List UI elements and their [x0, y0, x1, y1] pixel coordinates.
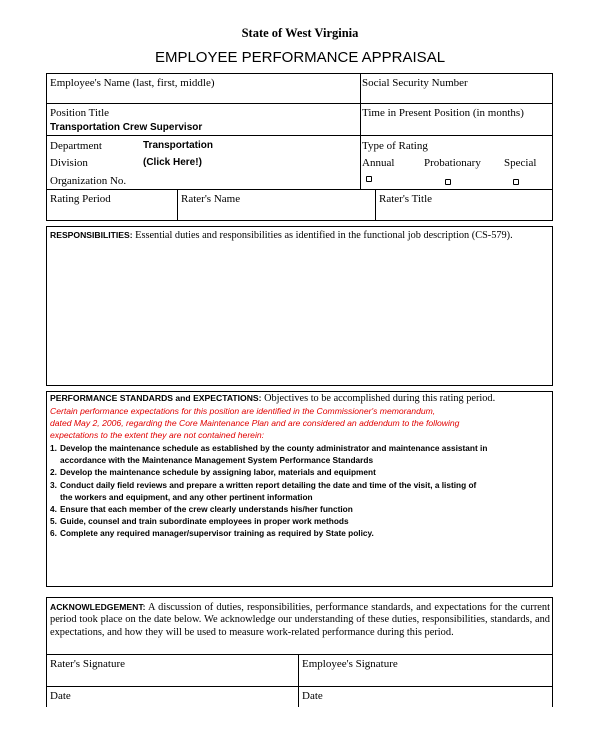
- state-title: State of West Virginia: [241, 26, 359, 40]
- position-title-field[interactable]: Transportation Crew Supervisor: [50, 122, 203, 133]
- probationary-checkbox[interactable]: [445, 179, 451, 185]
- list-item: 1. Develop the maintenance schedule as established by the county administrator and maintenance assistant in: [50, 443, 488, 453]
- employees-signature-label: Employee's Signature: [302, 658, 398, 670]
- list-item: 3. Conduct daily field reviews and prepare a written report detailing the date and time of the visit, a listing of: [50, 479, 477, 490]
- performance-list: [50, 442, 555, 540]
- list-item: 2. Develop the maintenance schedule by assigning labor, materials and equipment: [50, 467, 376, 478]
- form-title: EMPLOYEE PERFORMANCE APPRAISAL: [154, 49, 446, 66]
- type-of-rating-label: Type of Rating: [362, 140, 428, 152]
- division-label: Division: [50, 157, 88, 169]
- performance-intro: [50, 392, 550, 405]
- responsibilities-text: [50, 229, 550, 242]
- employee-info-table: [46, 73, 553, 221]
- list-item: 5. Guide, counsel and train subordinate employees in proper work methods: [50, 516, 349, 527]
- time-in-position-label: Time in Present Position (in months): [362, 107, 524, 119]
- rating-type-probationary-label: Probationary: [424, 157, 481, 169]
- list-item: 6. Complete any required manager/supervisor training as required by State policy.: [50, 528, 374, 539]
- performance-heading: PERFORMANCE STANDARDS and EXPECTATIONS:: [50, 393, 262, 403]
- special-checkbox[interactable]: [513, 179, 519, 185]
- list-item: 4. Ensure that each member of the crew clearly understands his/her function: [50, 504, 353, 515]
- list-item-continuation: the workers and equipment, and any other pertinent information: [60, 491, 313, 502]
- performance-intro-text: Objectives to be accomplished during this rating period.: [261, 393, 496, 404]
- ssn-label: Social Security Number: [362, 77, 468, 89]
- raters-title-label: Rater's Title: [379, 193, 433, 205]
- position-title-label: Position Title: [50, 107, 110, 119]
- responsibilities-heading: RESPONSIBILITIES:: [50, 230, 133, 240]
- raters-name-label: Rater's Name: [181, 193, 241, 205]
- responsibilities-description: Essential duties and responsibilities as identified in the functional job description (CS-579).: [132, 230, 513, 241]
- acknowledgement-description: A discussion of duties, responsibilities, performance standards, and expectations for the current period took place on the date below. We acknowledge our understanding of these duties, responsibilities, standards, and expectations, and how they will be used to measure work-related performance during this period.: [50, 602, 550, 638]
- date-label-rater: Date: [50, 690, 71, 702]
- division-field[interactable]: (Click Here!): [143, 157, 202, 168]
- performance-note: [50, 405, 555, 441]
- note-line: expectations to the extent they are not contained herein:: [50, 430, 265, 440]
- date-label-employee: Date: [302, 690, 323, 702]
- department-label: Department: [50, 140, 102, 152]
- rating-period-label: Rating Period: [50, 193, 111, 205]
- rating-type-special-label: Special: [504, 157, 537, 169]
- department-field[interactable]: Transportation: [143, 140, 214, 151]
- acknowledgement-heading: ACKNOWLEDGEMENT:: [50, 602, 146, 612]
- organization-label: Organization No.: [50, 175, 127, 187]
- note-line: dated May 2, 2006, regarding the Core Maintenance Plan and are considered an addendum to the following: [50, 418, 460, 428]
- responsibilities-section: [46, 226, 553, 386]
- raters-signature-label: Rater's Signature: [50, 658, 125, 670]
- list-item-continuation: accordance with the Maintenance Management System Performance Standards: [60, 455, 374, 466]
- acknowledgement-text: [50, 601, 550, 639]
- rating-type-annual-label: Annual: [362, 157, 395, 169]
- annual-checkbox[interactable]: [366, 176, 372, 182]
- note-line: Certain performance expectations for this position are identified in the Commissioner's memorandum,: [50, 406, 436, 416]
- employee-name-label: Employee's Name (last, first, middle): [50, 77, 215, 89]
